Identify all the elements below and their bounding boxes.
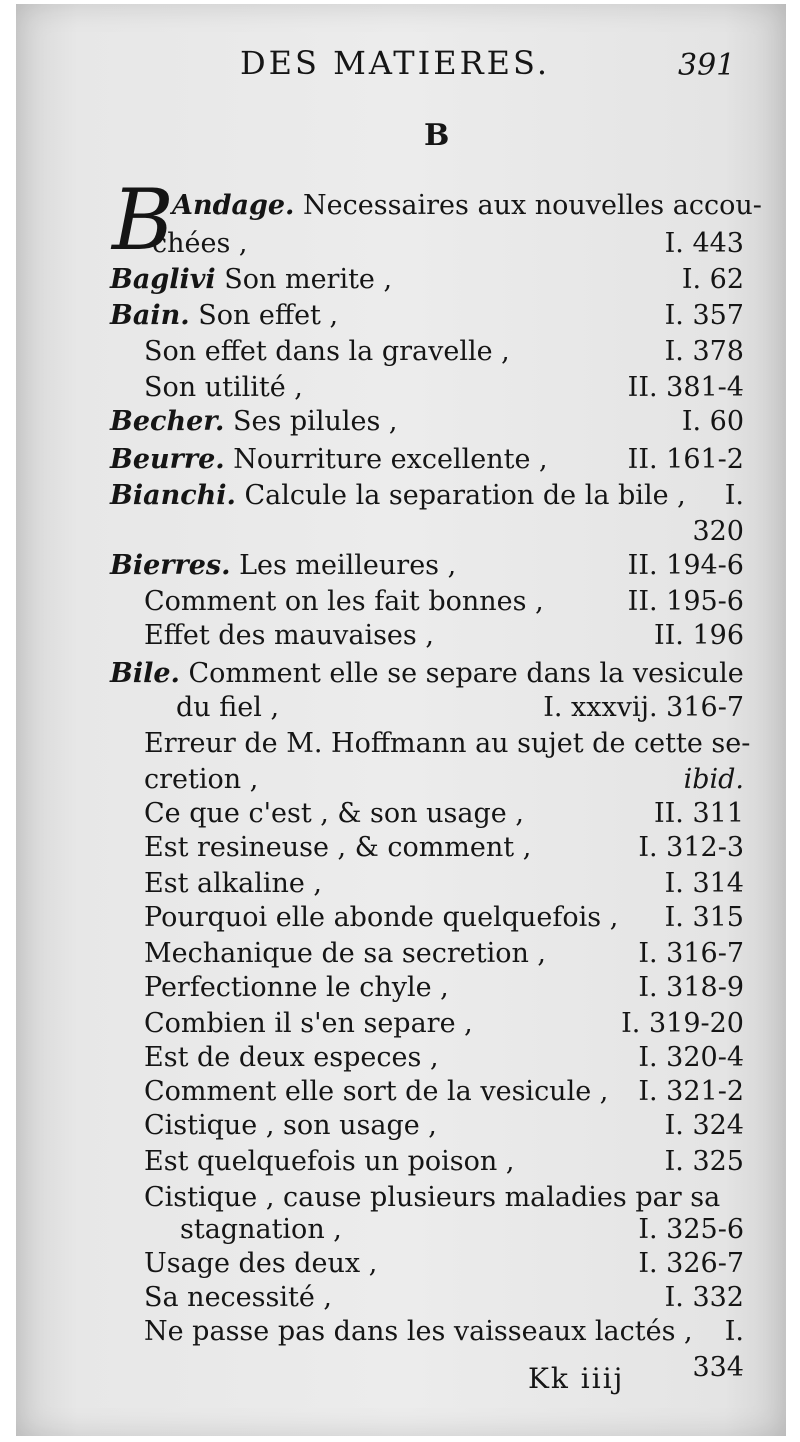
entry-text: [144, 970, 449, 1006]
page-reference: I. 332: [664, 1282, 744, 1313]
index-line: [0, 866, 760, 902]
index-line: [0, 1108, 760, 1144]
index-line: [0, 1212, 760, 1248]
entry-description: Calcule la separation de la bile ,: [235, 480, 686, 511]
entry-text: [172, 188, 762, 224]
index-line: [0, 226, 760, 262]
entry-text: [144, 830, 531, 866]
entry-description: Son effet dans la gravelle ,: [144, 336, 510, 367]
entry-description: Sa necessité ,: [144, 1282, 332, 1313]
page-reference: I. 315: [664, 902, 744, 933]
entry-keyword: Bierres.: [110, 550, 231, 581]
entry-description: Est resineuse , & comment ,: [144, 832, 532, 863]
index-line: [0, 514, 760, 550]
page-reference: I. 318-9: [638, 972, 744, 1003]
entry-text: [144, 1144, 514, 1180]
entry-description: Combien il s'en separe ,: [144, 1008, 473, 1039]
page-reference: II. 196: [653, 620, 744, 651]
page-reference: I. 325: [664, 1146, 744, 1177]
running-head-title: DES MATIERES.: [240, 44, 550, 82]
index-line: [0, 262, 760, 298]
index-line: [0, 1006, 760, 1042]
entry-text: [144, 1006, 473, 1042]
entry-description: Usage des deux ,: [144, 1248, 378, 1279]
entry-keyword: Bain.: [110, 300, 190, 331]
index-line: [0, 1246, 760, 1282]
entry-text: [144, 1180, 720, 1216]
entry-text: [144, 1108, 437, 1144]
entry-text: [110, 656, 744, 692]
entry-text: [144, 584, 544, 620]
page-reference: I. 326-7: [638, 1248, 744, 1279]
entry-text: [110, 404, 397, 440]
page-reference: I. 357: [664, 300, 744, 331]
page-reference: I. xxxvij. 316-7: [543, 692, 744, 723]
page-reference: I. 62: [681, 264, 744, 295]
page-reference: I. 316-7: [638, 938, 744, 969]
index-line: [0, 1040, 760, 1076]
entry-text: [144, 370, 303, 406]
entry-text: [110, 262, 392, 298]
index-line: [0, 1280, 760, 1316]
entry-text: [144, 1074, 608, 1110]
index-line: [0, 656, 760, 692]
entry-text: [144, 726, 750, 762]
entry-keyword: Bile.: [110, 658, 180, 689]
entry-text: [180, 1212, 342, 1248]
entry-description: Nourriture excellente ,: [224, 444, 548, 475]
page-reference: I. 314: [664, 868, 744, 899]
section-letter: B: [424, 118, 450, 153]
entry-text: [144, 762, 258, 798]
index-line: [0, 830, 760, 866]
index-line: [0, 548, 760, 584]
entry-description: Erreur de M. Hoffmann au sujet de cette se-: [144, 728, 751, 759]
entry-keyword: Andage.: [172, 190, 295, 221]
index-line: [0, 796, 760, 832]
index-line: [0, 188, 760, 224]
entry-description: Son utilité ,: [144, 372, 303, 403]
page-reference: II. 381-4: [627, 372, 744, 403]
index-line: [0, 370, 760, 406]
entry-text: [144, 618, 434, 654]
page-reference: ibid.: [683, 764, 744, 795]
entry-description: Son effet ,: [189, 300, 339, 331]
entry-description: Necessaires aux nouvelles accou-: [294, 190, 762, 221]
entry-text: [144, 796, 524, 832]
entry-description: Ses pilules ,: [224, 406, 398, 437]
index-line: [0, 1350, 760, 1386]
entry-description: Comment elle sort de la vesicule ,: [144, 1076, 609, 1107]
page-reference: I. 319-20: [621, 1008, 744, 1039]
entry-text: [110, 298, 338, 334]
index-line: [0, 298, 760, 334]
index-line: [0, 478, 760, 514]
page-margin: [786, 0, 800, 1442]
page-reference: I. 325-6: [638, 1214, 744, 1245]
page-reference: I. 321-2: [638, 1076, 744, 1107]
index-line: [0, 1144, 760, 1180]
index-line: [0, 726, 760, 762]
page-reference: II. 195-6: [627, 586, 744, 617]
page-reference: 320: [692, 516, 744, 547]
entry-keyword: Bianchi.: [110, 480, 236, 511]
entry-keyword: Baglivi: [110, 264, 216, 295]
entry-description: Les meilleures ,: [230, 550, 457, 581]
index-line: [0, 762, 760, 798]
page-reference: I. 324: [664, 1110, 744, 1141]
entry-description: Cistique , cause plusieurs maladies par sa: [144, 1182, 721, 1213]
entry-text: [144, 1246, 377, 1282]
entry-text: [110, 442, 548, 478]
page-reference: II. 194-6: [627, 550, 744, 581]
entry-text: [152, 226, 248, 262]
page-reference: I. 443: [664, 228, 744, 259]
index-line: [0, 1180, 760, 1216]
entry-text: [144, 936, 546, 972]
entry-text: [110, 478, 686, 514]
page-reference: II. 311: [653, 798, 744, 829]
index-line: [0, 442, 760, 478]
index-line: [0, 404, 760, 440]
entry-text: [144, 334, 510, 370]
index-line: [0, 1314, 760, 1350]
entry-description: chées ,: [152, 228, 248, 259]
entry-description: Pourquoi elle abonde quelquefois ,: [144, 902, 619, 933]
entry-description: du fiel ,: [176, 692, 280, 723]
entry-description: Est de deux especes ,: [144, 1042, 439, 1073]
entry-keyword: Becher.: [110, 406, 225, 437]
index-line: [0, 900, 760, 936]
entry-description: cretion ,: [144, 764, 259, 795]
entry-description: Ne passe pas dans les vaisseaux lactés ,: [144, 1316, 693, 1347]
entry-text: [110, 548, 456, 584]
index-line: [0, 584, 760, 620]
entry-description: Perfectionne le chyle ,: [144, 972, 449, 1003]
entry-text: [144, 1280, 332, 1316]
entry-text: [144, 900, 618, 936]
entry-description: Comment on les fait bonnes ,: [144, 586, 544, 617]
entry-description: stagnation ,: [180, 1214, 342, 1245]
entry-text: [144, 866, 322, 902]
page-reference: I.: [724, 480, 744, 511]
page-reference: I. 312-3: [638, 832, 744, 863]
page-number: 391: [678, 48, 736, 83]
entry-description: Ce que c'est , & son usage ,: [144, 798, 524, 829]
entry-description: Effet des mauvaises ,: [144, 620, 434, 651]
page-reference: 334: [692, 1352, 744, 1383]
page-reference: I.: [724, 1316, 744, 1347]
index-line: [0, 334, 760, 370]
page-reference: I. 320-4: [638, 1042, 744, 1073]
index-line: [0, 1074, 760, 1110]
index-line: [0, 936, 760, 972]
entry-text: [176, 690, 279, 726]
index-line: [0, 970, 760, 1006]
entry-text: [144, 1040, 439, 1076]
page-reference: II. 161-2: [627, 444, 744, 475]
entry-description: Son merite ,: [215, 264, 393, 295]
entry-text: [144, 1314, 693, 1350]
entry-description: Mechanique de sa secretion ,: [144, 938, 547, 969]
page-reference: I. 60: [681, 406, 744, 437]
signature-mark: Kk iiij: [528, 1362, 625, 1395]
index-line: [0, 690, 760, 726]
entry-description: Cistique , son usage ,: [144, 1110, 437, 1141]
entry-description: Est alkaline ,: [144, 868, 322, 899]
entry-keyword: Beurre.: [110, 444, 225, 475]
index-line: [0, 618, 760, 654]
page-reference: I. 378: [664, 336, 744, 367]
drop-cap: B: [112, 171, 174, 269]
entry-description: Comment elle se separe dans la vesicule: [179, 658, 744, 689]
entry-description: Est quelquefois un poison ,: [144, 1146, 515, 1177]
